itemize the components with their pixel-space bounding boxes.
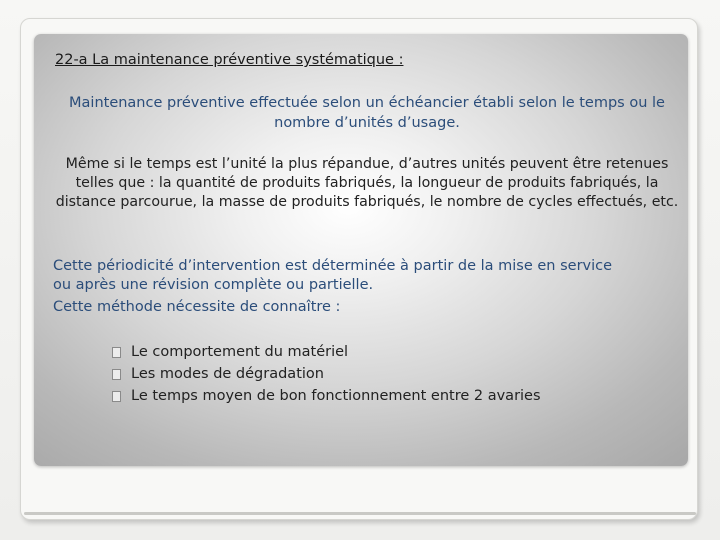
periodicite-line-1: Cette périodicité d’intervention est déterminée à partir de la mise en service xyxy=(53,258,613,274)
list-item xyxy=(112,385,541,407)
slide-title: 22-a La maintenance préventive systématique : xyxy=(55,52,404,68)
bullet-list xyxy=(112,341,541,407)
periodicite-line-2: ou après une révision complète ou partielle. xyxy=(53,277,374,293)
bullet-label: Le temps moyen de bon fonctionnement entre 2 avaries xyxy=(131,388,541,404)
bullet-label: Les modes de dégradation xyxy=(131,366,324,382)
bullet-label: Le comportement du matériel xyxy=(131,344,349,360)
checkbox-bullet-icon xyxy=(112,391,121,402)
definition-paragraph: Maintenance préventive effectuée selon un échéancier établi selon le temps ou le nombre d’unités d’usage. xyxy=(69,95,665,131)
checkbox-bullet-icon xyxy=(112,347,121,358)
list-item xyxy=(112,363,541,385)
periodicite-paragraph xyxy=(53,257,693,295)
bottom-rule xyxy=(24,512,696,515)
list-item xyxy=(112,341,541,363)
examples-paragraph: Même si le temps est l’unité la plus répandue, d’autres unités peuvent être retenues telles que : la quantité de produits fabriqués, la longueur de produits fabriqués, la distance parcourue, la masse de produits fabriqués, le nombre de cycles effectués, etc. xyxy=(55,156,679,210)
checkbox-bullet-icon xyxy=(112,369,121,380)
methode-line: Cette méthode nécessite de connaître : xyxy=(53,299,341,315)
